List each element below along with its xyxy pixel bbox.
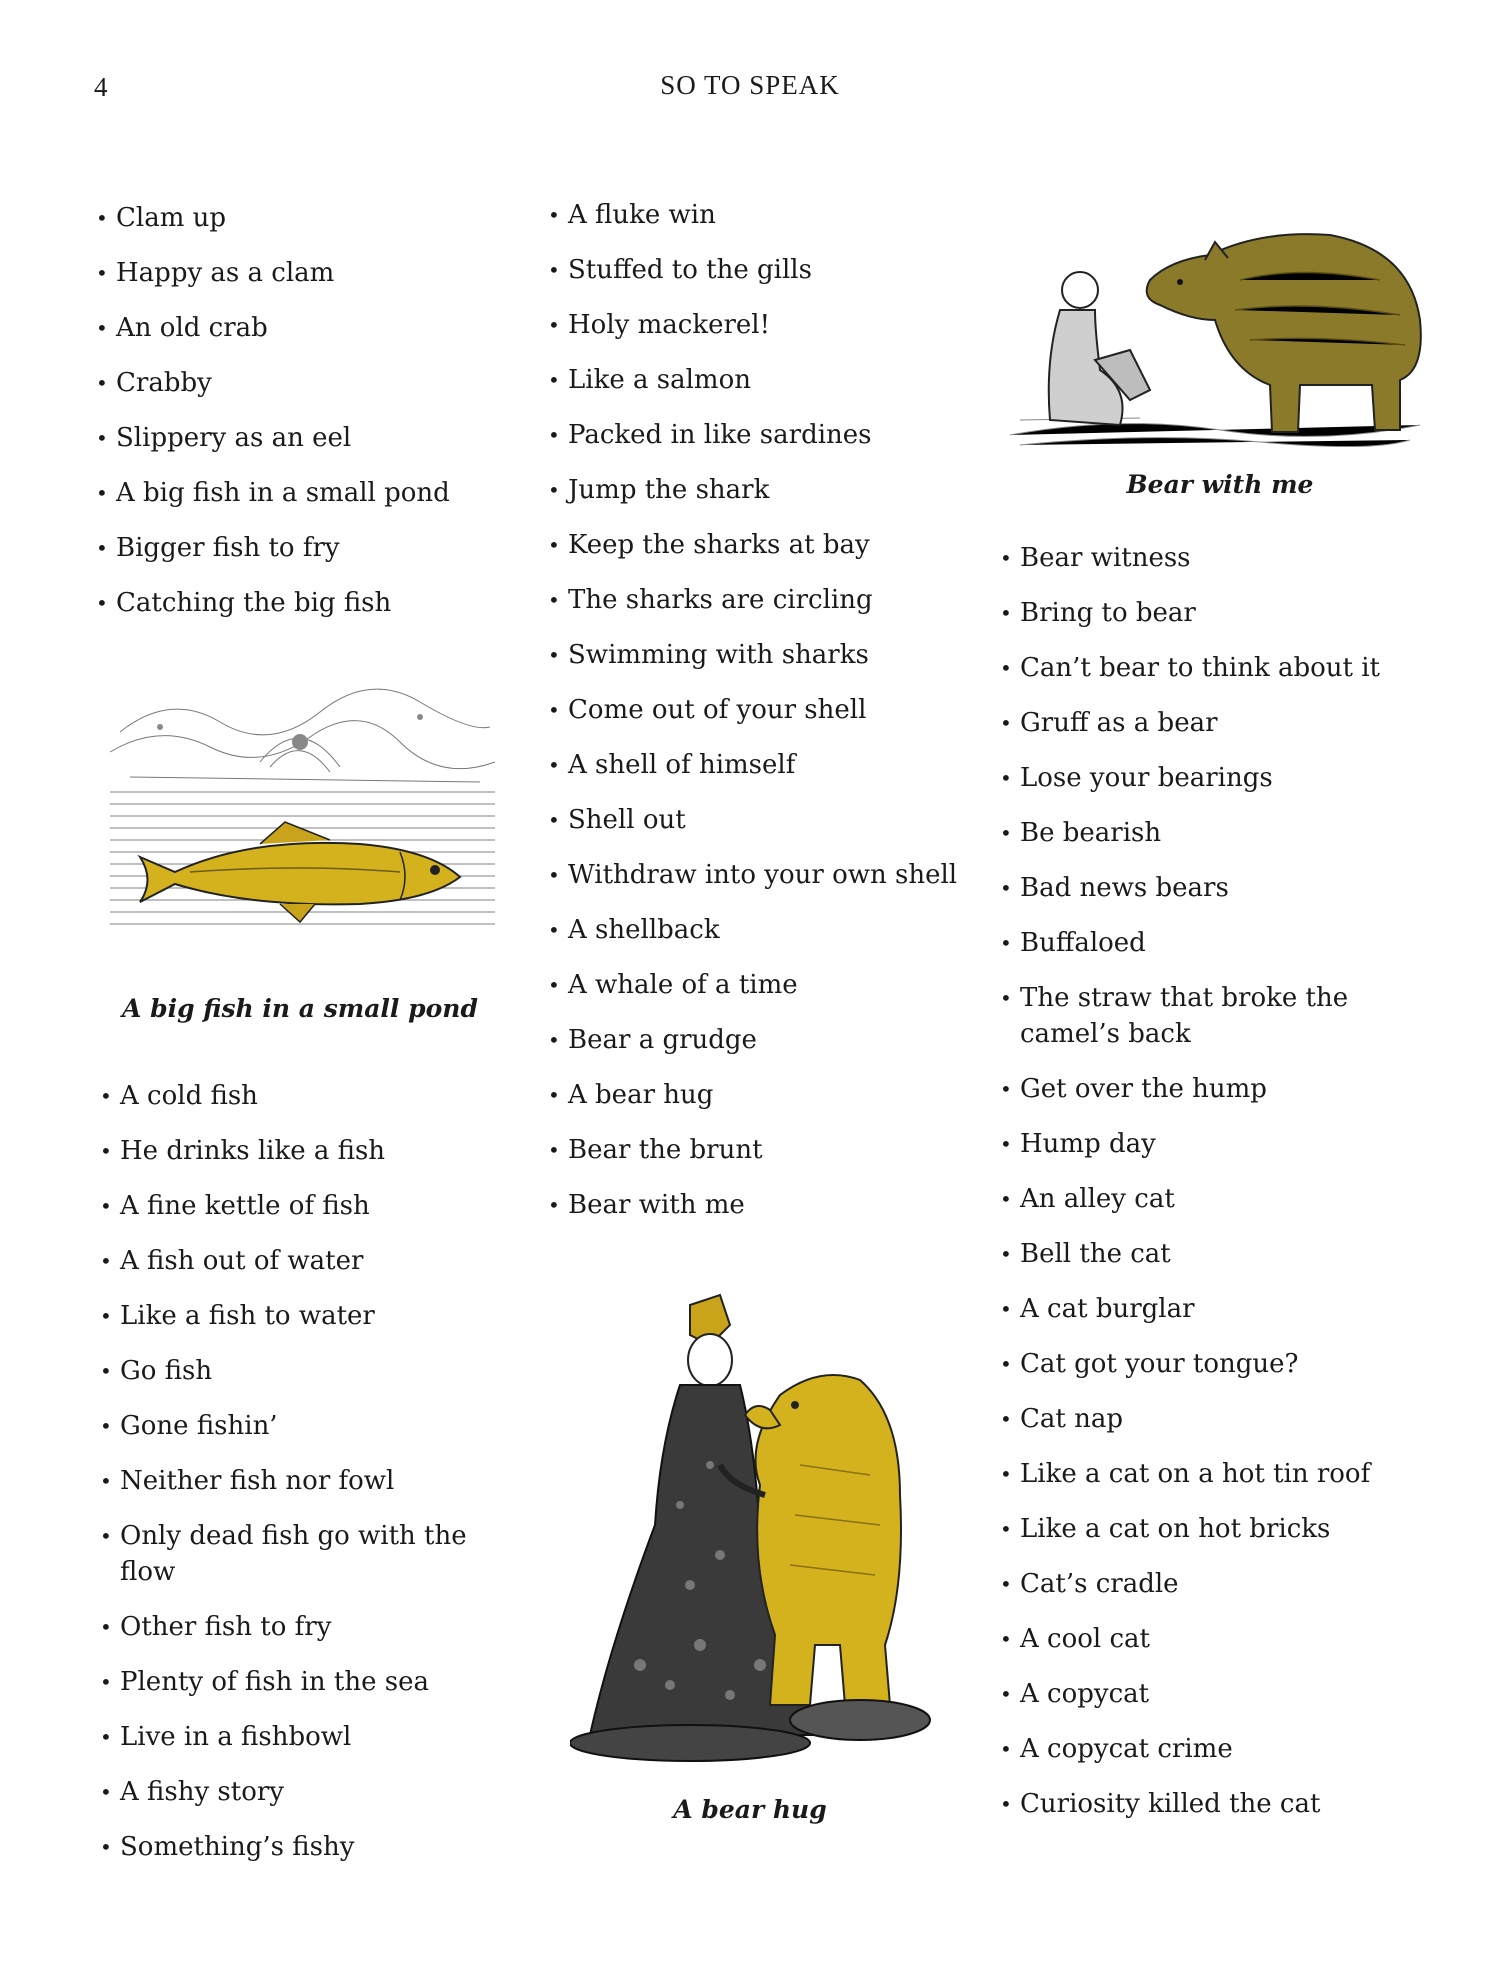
idiom-item: • Withdraw into your own shell [548, 857, 968, 893]
idiom-item: • Come out of your shell [548, 692, 968, 728]
idiom-item: • Like a fish to water [100, 1298, 520, 1334]
idiom-item: • Bear the brunt [548, 1132, 968, 1168]
idiom-item: • Gruff as a bear [1000, 705, 1400, 741]
idiom-item: • Keep the sharks at bay [548, 527, 968, 563]
idiom-item: • Bear a grudge [548, 1022, 968, 1058]
fish-illustration [100, 672, 500, 957]
idiom-item: • Bad news bears [1000, 870, 1400, 906]
idiom-item: • Bear with me [548, 1187, 968, 1223]
idiom-item: • Bear witness [1000, 540, 1400, 576]
idiom-item: • Cat got your tongue? [1000, 1346, 1400, 1382]
running-head: SO TO SPEAK [660, 70, 840, 100]
idiom-item: • A bear hug [548, 1077, 968, 1113]
idiom-item: • Live in a fishbowl [100, 1719, 520, 1755]
idiom-item: • Bigger fish to fry [96, 530, 516, 566]
idiom-item: • Get over the hump [1000, 1071, 1400, 1107]
idiom-item: • Like a cat on hot bricks [1000, 1511, 1400, 1547]
bear-with-me-figure-caption: Bear with me [1126, 470, 1314, 499]
idiom-item: • Neither fish nor fowl [100, 1463, 520, 1499]
idiom-item: • Slippery as an eel [96, 420, 516, 456]
idiom-item: • Jump the shark [548, 472, 968, 508]
fish-figure-caption: A big fish in a small pond [122, 994, 478, 1023]
idiom-item: • A copycat [1000, 1676, 1400, 1712]
idiom-item: • Like a salmon [548, 362, 968, 398]
idiom-item: • Be bearish [1000, 815, 1400, 851]
idiom-item: • Cat’s cradle [1000, 1566, 1400, 1602]
idiom-item: • Stuffed to the gills [548, 252, 968, 288]
idiom-item: • A shell of himself [548, 747, 968, 783]
idiom-item: • Bring to bear [1000, 595, 1400, 631]
idiom-item: • Crabby [96, 365, 516, 401]
idiom-item: • A whale of a time [548, 967, 968, 1003]
idiom-item: • The sharks are circling [548, 582, 968, 618]
bear-with-me-illustration [1000, 220, 1430, 460]
idiom-item: • Like a cat on a hot tin roof [1000, 1456, 1400, 1492]
idiom-item: • Only dead fish go with the flow [100, 1518, 520, 1590]
idiom-item: • Lose your bearings [1000, 760, 1400, 796]
idiom-item: • An old crab [96, 310, 516, 346]
idiom-item: • A copycat crime [1000, 1731, 1400, 1767]
idiom-item: • Swimming with sharks [548, 637, 968, 673]
idiom-item: • Gone fishin’ [100, 1408, 520, 1444]
idiom-item: • Can’t bear to think about it [1000, 650, 1400, 686]
column2-list [548, 197, 968, 1242]
idiom-item: • A cat burglar [1000, 1291, 1400, 1327]
column1-list-bottom [100, 1078, 520, 1884]
idiom-item: • Hump day [1000, 1126, 1400, 1162]
idiom-item: • Plenty of fish in the sea [100, 1664, 520, 1700]
idiom-item: • Packed in like sardines [548, 417, 968, 453]
idiom-item: • Bell the cat [1000, 1236, 1400, 1272]
idiom-item: • Other fish to fry [100, 1609, 520, 1645]
idiom-item: • Shell out [548, 802, 968, 838]
idiom-item: • Clam up [96, 200, 516, 236]
idiom-item: • He drinks like a fish [100, 1133, 520, 1169]
idiom-item: • A cold fish [100, 1078, 520, 1114]
idiom-item: • A cool cat [1000, 1621, 1400, 1657]
idiom-item: • Buffaloed [1000, 925, 1400, 961]
idiom-item: • A fluke win [548, 197, 968, 233]
column3-list [1000, 540, 1400, 1841]
idiom-item: • A fish out of water [100, 1243, 520, 1279]
bear-hug-illustration [570, 1265, 935, 1770]
idiom-item: • The straw that broke the camel’s back [1000, 980, 1400, 1052]
idiom-item: • Cat nap [1000, 1401, 1400, 1437]
column1-list-top [96, 200, 516, 640]
idiom-item: • Happy as a clam [96, 255, 516, 291]
idiom-item: • Go fish [100, 1353, 520, 1389]
idiom-item: • Holy mackerel! [548, 307, 968, 343]
idiom-item: • An alley cat [1000, 1181, 1400, 1217]
idiom-item: • Catching the big fish [96, 585, 516, 621]
idiom-item: • A fine kettle of fish [100, 1188, 520, 1224]
idiom-item: • A big fish in a small pond [96, 475, 516, 511]
bear-hug-figure-caption: A bear hug [673, 1795, 827, 1824]
idiom-item: • Curiosity killed the cat [1000, 1786, 1400, 1822]
idiom-item: • A shellback [548, 912, 968, 948]
idiom-item: • A fishy story [100, 1774, 520, 1810]
idiom-item: • Something’s fishy [100, 1829, 520, 1865]
page-number: 4 [94, 72, 108, 102]
